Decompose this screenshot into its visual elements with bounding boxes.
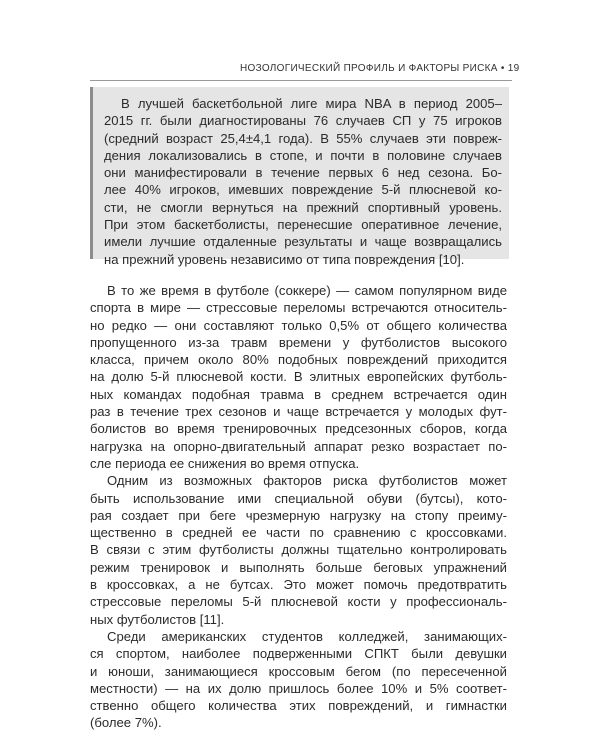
paragraph-3-line: Среди американских студентов колледжей, занимающих- — [107, 628, 507, 644]
paragraph-1-line: но редко — они составляют только 0,5% от общего количества — [90, 317, 507, 333]
callout-line: дения локализовались в стопе, и почти в половине случаев — [104, 147, 502, 163]
paragraph-1-line: сле периода ее снижения во время отпуска. — [90, 455, 360, 471]
running-header — [240, 63, 520, 74]
paragraph-2-line: быть использование ими специальной обуви (бутсы), кото- — [90, 490, 507, 506]
callout-line: При этом баскетболисты, перенесшие оперативное лечение, — [104, 217, 502, 233]
callout-line: на прежний уровень независимо от типа повреждения [10]. — [104, 251, 465, 267]
paragraph-2-line: В связи с этим футболисты должны тщательно контролировать — [90, 542, 507, 558]
paragraph-1-line: В то же время в футболе (соккере) — самом популярном виде — [107, 283, 507, 298]
paragraph-2-line: режим тренировок и выполнять больше беговых упражнений — [90, 559, 507, 575]
paragraph-1-line: класса, причем около 80% подобных повреждений приходится — [90, 352, 507, 368]
callout-line: имели лучшие отдаленные результаты и чаще возвращались — [104, 234, 502, 250]
page-number: 19 — [507, 63, 520, 74]
callout-line: (средний возраст 25,4±4,1 года). В 55% случаев эти повреж- — [104, 130, 502, 146]
paragraph-2-line: рая создает при беге чрезмерную нагрузку на стопу преиму- — [90, 507, 507, 523]
paragraph-2-line: Одним из возможных факторов риска футболистов может — [107, 473, 507, 489]
paragraph-2-line: в кроссовках, а не бутсах. Это может помочь предотвратить — [90, 577, 507, 593]
paragraph-2-line: ных футболистов [11]. — [90, 611, 225, 627]
running-title: НОЗОЛОГИЧЕСКИЙ ПРОФИЛЬ И ФАКТОРЫ РИСКА — [240, 63, 498, 74]
callout-text — [104, 95, 502, 268]
paragraph-3-line: (более 7%). — [90, 715, 162, 731]
callout-line: 2015 гг. были диагностированы 76 случаев СП у 75 игроков — [104, 113, 502, 129]
paragraph-1-line: болистов во время тренировочных предсезонных сборов, когда — [90, 421, 507, 437]
paragraph-2-line: щественно в средней ее части по сравнению с кроссовками. — [90, 525, 507, 541]
callout-line: В лучшей баскетбольной лиге мира NBA в период 2005– — [121, 96, 502, 111]
paragraph-3-line: ся спортом, наиболее подверженными СПКТ были девушки — [90, 646, 507, 662]
paragraph-1-line: на долю 5-й плюсневой кости. В элитных европейских футболь- — [90, 369, 507, 385]
paragraph-3-line: и юноши, занимающиеся кроссовым бегом (по пересеченной — [90, 663, 507, 679]
paragraph-1-line: ных командах подобная травма в среднем встречается один — [90, 386, 507, 402]
header-rule — [90, 80, 512, 81]
callout-line: лее 40% игроков, имевших повреждение 5-й плюсневой ко- — [104, 182, 502, 198]
paragraph-3-line: местности) — на их долю пришлось более 10% и 5% соответ- — [90, 680, 507, 696]
callout-line: сти, не смогли вернуться на прежний спортивный уровень. — [104, 199, 502, 215]
paragraph-1-line: спорта в мире — стрессовые переломы встречаются относитель- — [90, 300, 507, 316]
paragraph-1-line: пропущенного из-за травм времени у футболистов высокого — [90, 334, 507, 350]
paragraph-1-line: раз в течение трех сезонов и чаще встречается у молодых фут- — [90, 404, 507, 420]
header-separator: • — [500, 63, 505, 74]
body-text — [90, 282, 507, 732]
paragraph-2-line: стрессовые переломы 5-й плюсневой кости у профессиональ- — [90, 594, 507, 610]
paragraph-1-line: нагрузка на опорно-двигательный аппарат резко возрастает по- — [90, 438, 507, 454]
callout-line: они манифестировали в течение первых 6 нед сезона. Бо- — [104, 165, 502, 181]
paragraph-3-line: ственно общего количества этих повреждений, и гимнастки — [90, 698, 507, 714]
